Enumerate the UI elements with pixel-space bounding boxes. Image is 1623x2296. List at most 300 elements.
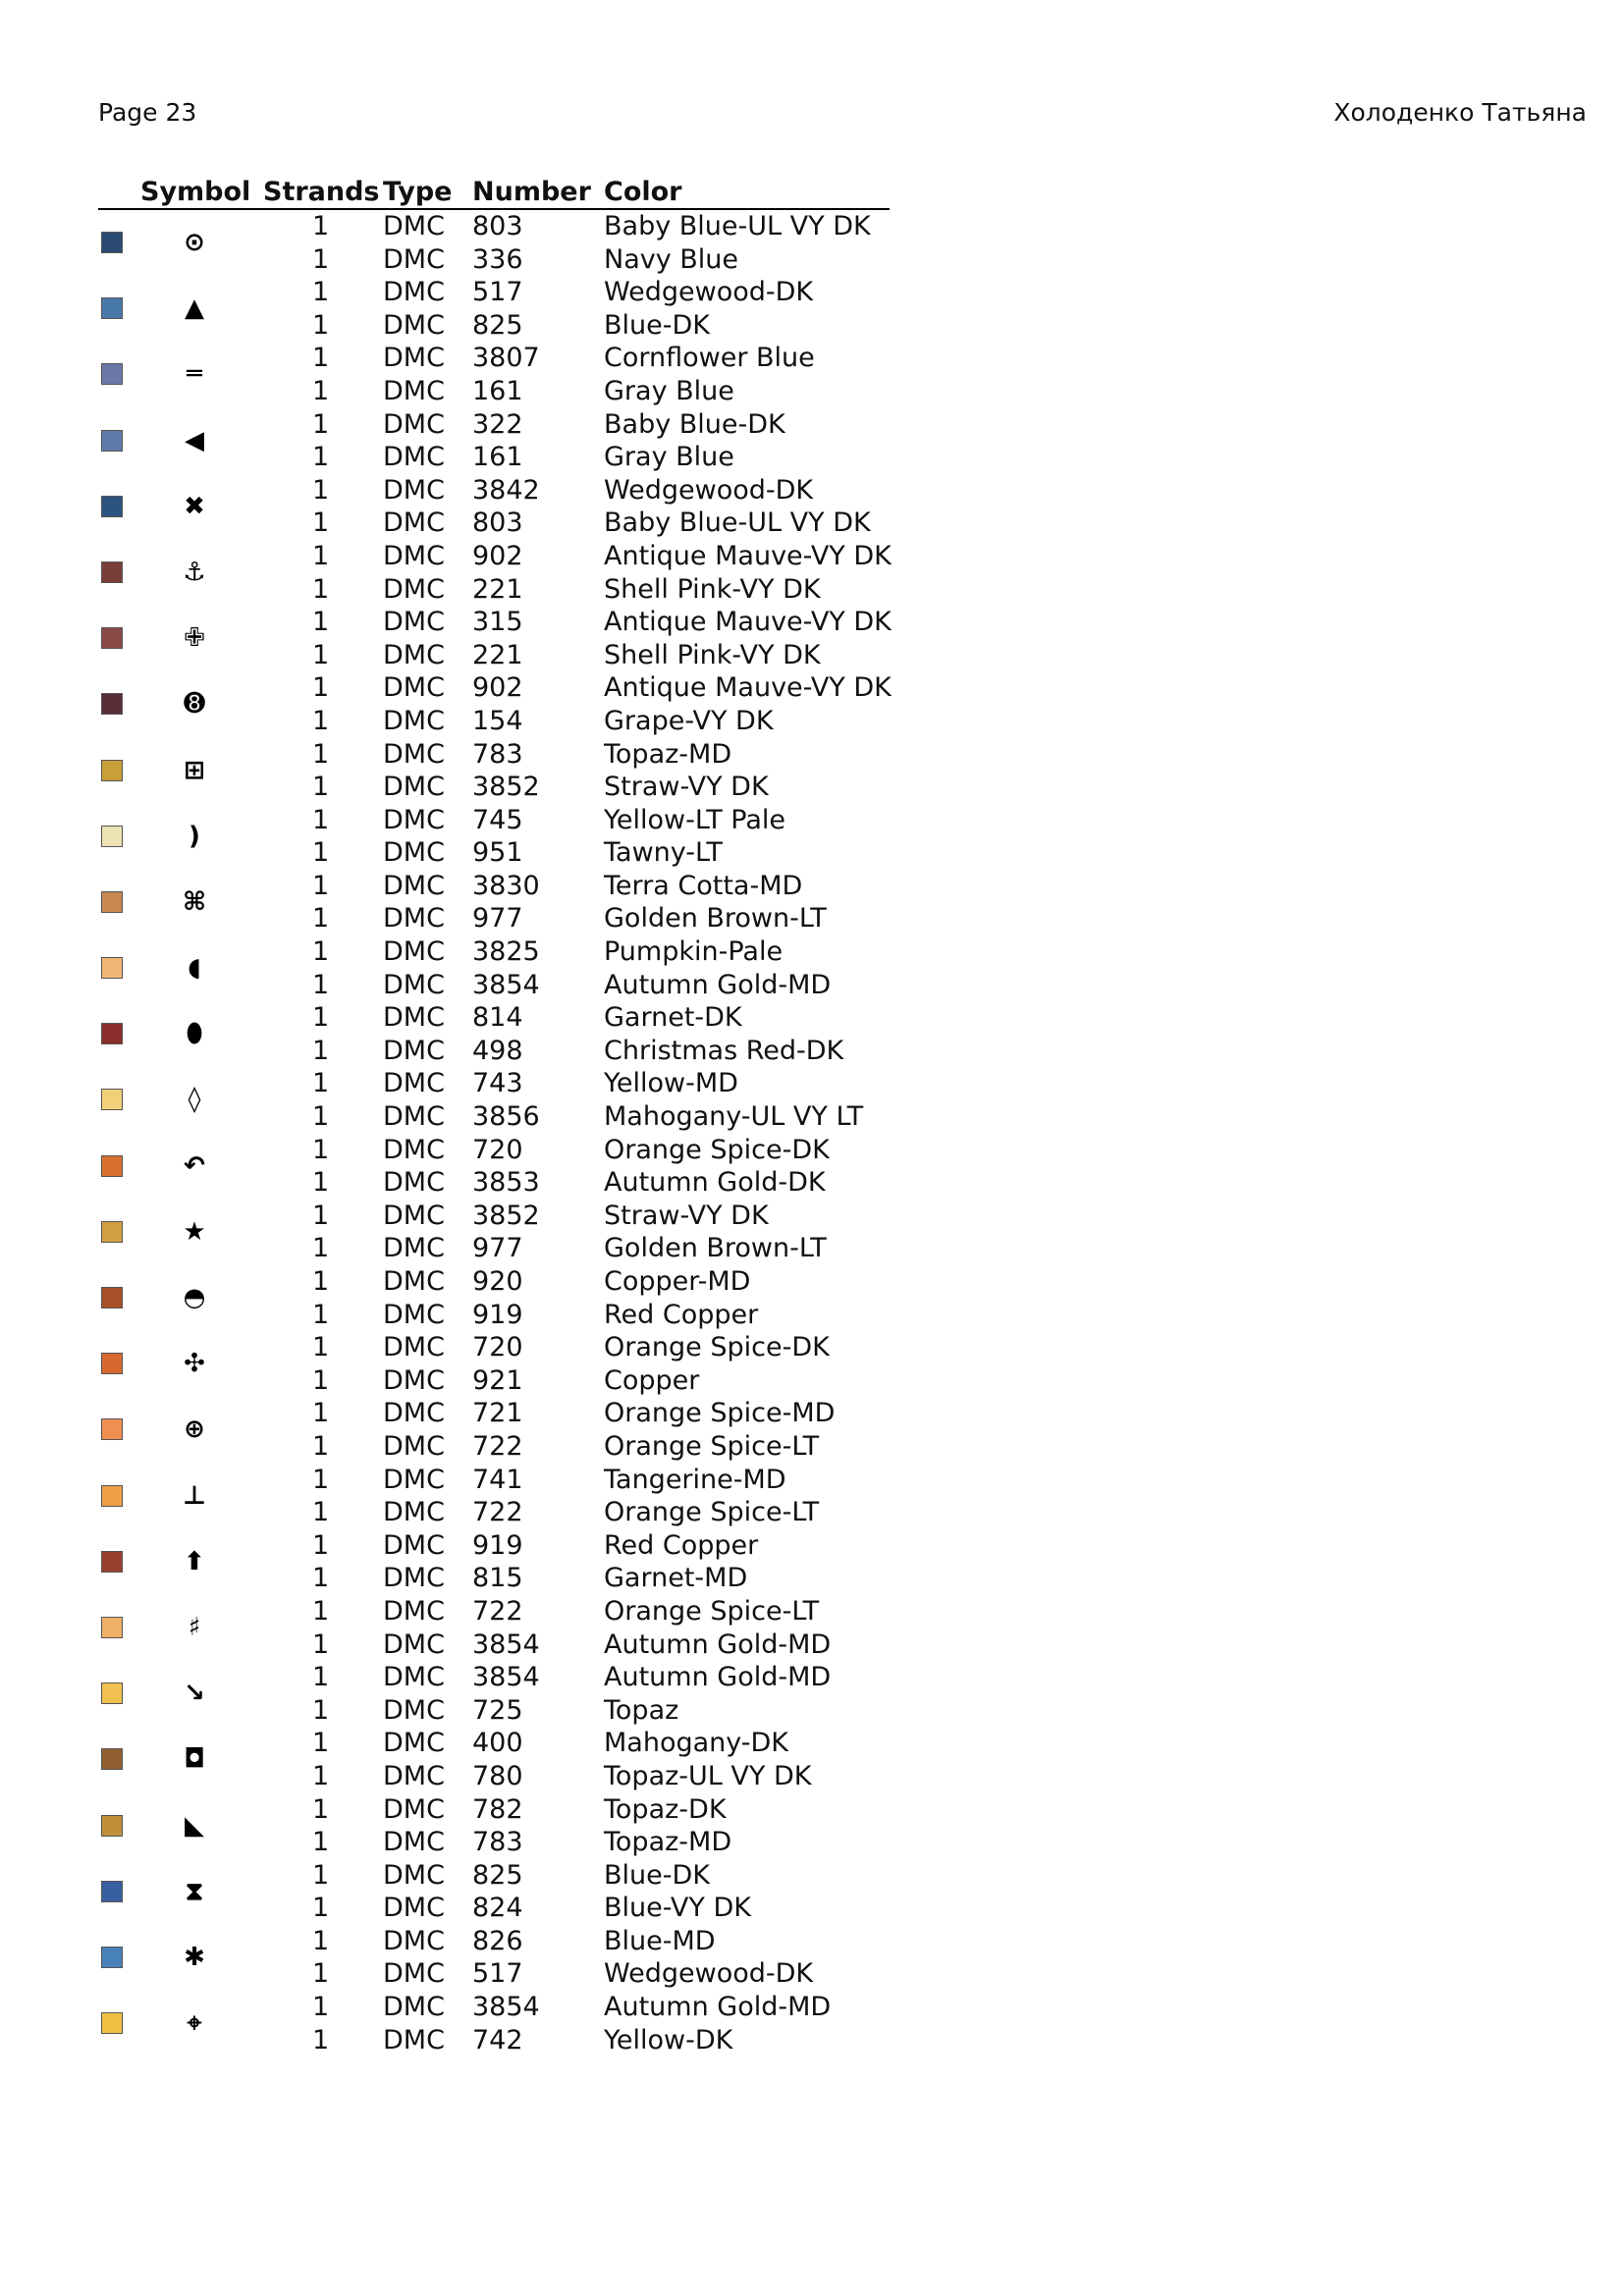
legend-group <box>98 1595 890 1661</box>
stitch-symbol-icon: ═ <box>187 359 202 390</box>
type-cell: DMC <box>383 705 445 736</box>
type-cell: DMC <box>383 1233 445 1264</box>
type-cell: DMC <box>383 277 445 308</box>
type-cell: DMC <box>383 408 445 440</box>
strands-cell: 1 <box>312 540 330 571</box>
stitch-symbol-icon: ⬆ <box>184 1546 205 1576</box>
color-name-cell: Orange Spice-DK <box>604 1332 830 1363</box>
number-cell: 161 <box>472 375 523 406</box>
color-name-cell: Topaz-DK <box>604 1793 727 1825</box>
strands-cell: 1 <box>312 309 330 341</box>
color-name-cell: Pumpkin-Pale <box>604 936 784 968</box>
legend-group <box>98 1859 890 1925</box>
type-cell: DMC <box>383 1793 445 1825</box>
color-name-cell: Red Copper <box>604 1529 759 1561</box>
number-cell: 977 <box>472 1233 523 1264</box>
author-name: Холоденко Татьяна <box>1333 98 1587 127</box>
type-cell: DMC <box>383 309 445 341</box>
type-cell: DMC <box>383 1364 445 1396</box>
number-cell: 902 <box>472 540 523 571</box>
color-name-cell: Antique Mauve-VY DK <box>604 607 892 638</box>
legend-group <box>98 1331 890 1397</box>
legend-row <box>98 1200 890 1233</box>
page-number: Page 23 <box>98 98 197 127</box>
legend-row <box>98 1464 890 1497</box>
number-cell: 3854 <box>472 1992 540 2023</box>
color-name-cell: Straw-VY DK <box>604 1200 769 1231</box>
strands-cell: 1 <box>312 343 330 374</box>
number-cell: 780 <box>472 1760 523 1791</box>
stitch-symbol-icon: ◊ <box>188 1085 201 1115</box>
legend-row <box>98 935 890 969</box>
color-name-cell: Autumn Gold-MD <box>604 969 832 1000</box>
number-cell: 315 <box>472 607 523 638</box>
strands-cell: 1 <box>312 1662 330 1693</box>
legend-row <box>98 1100 890 1134</box>
strands-cell: 1 <box>312 1266 330 1297</box>
color-name-cell: Antique Mauve-VY DK <box>604 540 892 571</box>
type-cell: DMC <box>383 1694 445 1726</box>
legend-row <box>98 1629 890 1662</box>
type-cell: DMC <box>383 903 445 934</box>
stitch-symbol-icon: ◀ <box>185 425 204 455</box>
stitch-symbol-icon: ⧗ <box>185 1876 204 1906</box>
legend-row <box>98 276 890 309</box>
legend-row <box>98 441 890 474</box>
color-name-cell: Orange Spice-LT <box>604 1497 820 1528</box>
legend-group <box>98 1067 890 1133</box>
legend-row <box>98 507 890 540</box>
legend-group <box>98 276 890 342</box>
color-name-cell: Wedgewood-DK <box>604 1958 814 1990</box>
type-cell: DMC <box>383 343 445 374</box>
color-name-cell: Straw-VY DK <box>604 772 769 803</box>
strands-cell: 1 <box>312 211 330 241</box>
strands-cell: 1 <box>312 1760 330 1791</box>
stitch-symbol-icon: ◖ <box>188 953 201 984</box>
type-cell: DMC <box>383 1893 445 1924</box>
type-cell: DMC <box>383 243 445 275</box>
strands-cell: 1 <box>312 507 330 539</box>
number-cell: 902 <box>472 672 523 704</box>
strands-cell: 1 <box>312 2024 330 2056</box>
legend-row <box>98 738 890 772</box>
number-cell: 3842 <box>472 474 540 506</box>
number-cell: 336 <box>472 243 523 275</box>
legend-row <box>98 671 890 705</box>
type-cell: DMC <box>383 1430 445 1462</box>
number-cell: 919 <box>472 1299 523 1330</box>
stitch-symbol-icon: ⊕ <box>184 1415 205 1445</box>
number-cell: 977 <box>472 903 523 934</box>
type-cell: DMC <box>383 1992 445 2023</box>
color-name-cell: Tawny-LT <box>604 837 723 869</box>
number-cell: 154 <box>472 705 523 736</box>
stitch-symbol-icon: ⊙ <box>184 228 205 257</box>
strands-cell: 1 <box>312 1694 330 1726</box>
color-name-cell: Golden Brown-LT <box>604 1233 827 1264</box>
stitch-symbol-icon: ✱ <box>184 1942 205 1972</box>
type-cell: DMC <box>383 1728 445 1759</box>
number-cell: 3807 <box>472 343 540 374</box>
legend-row <box>98 1232 890 1265</box>
strands-cell: 1 <box>312 1793 330 1825</box>
color-name-cell: Shell Pink-VY DK <box>604 573 821 605</box>
number-cell: 3852 <box>472 1200 540 1231</box>
color-name-cell: Copper-MD <box>604 1266 751 1297</box>
legend-row <box>98 1925 890 1958</box>
legend-row <box>98 1299 890 1332</box>
stitch-symbol-icon: ↘ <box>184 1679 205 1709</box>
number-cell: 742 <box>472 2024 523 2056</box>
stitch-symbol-icon: ⌘ <box>182 886 207 917</box>
number-cell: 517 <box>472 277 523 308</box>
legend-group <box>98 606 890 671</box>
legend-group <box>98 474 890 540</box>
strands-cell: 1 <box>312 672 330 704</box>
color-name-cell: Autumn Gold-DK <box>604 1167 826 1199</box>
strands-cell: 1 <box>312 772 330 803</box>
legend-group <box>98 540 890 606</box>
legend-group <box>98 1661 890 1727</box>
legend-group <box>98 210 890 276</box>
legend-row <box>98 1727 890 1760</box>
stitch-symbol-icon: ⊞ <box>184 755 205 785</box>
number-cell: 498 <box>472 1035 523 1066</box>
stitch-symbol-icon: ✖ <box>184 491 205 521</box>
color-name-cell: Topaz-MD <box>604 1827 732 1858</box>
color-name-cell: Blue-VY DK <box>604 1893 751 1924</box>
legend-group <box>98 738 890 804</box>
type-cell: DMC <box>383 1464 445 1495</box>
legend-row <box>98 1035 890 1068</box>
type-cell: DMC <box>383 936 445 968</box>
type-cell: DMC <box>383 837 445 869</box>
strands-cell: 1 <box>312 1200 330 1231</box>
legend-row <box>98 1892 890 1925</box>
type-cell: DMC <box>383 639 445 670</box>
number-cell: 722 <box>472 1595 523 1627</box>
stitch-symbol-icon: ▲ <box>185 294 204 324</box>
number-cell: 826 <box>472 1925 523 1956</box>
color-name-cell: Grape-VY DK <box>604 705 774 736</box>
number-cell: 783 <box>472 738 523 770</box>
strands-cell: 1 <box>312 1925 330 1956</box>
strands-cell: 1 <box>312 837 330 869</box>
legend-row <box>98 309 890 343</box>
strands-cell: 1 <box>312 936 330 968</box>
strands-cell: 1 <box>312 738 330 770</box>
type-cell: DMC <box>383 1760 445 1791</box>
number-cell: 161 <box>472 442 523 473</box>
legend-row <box>98 1562 890 1595</box>
stitch-symbol-icon: ⬮ <box>186 1019 203 1049</box>
number-cell: 745 <box>472 804 523 835</box>
type-cell: DMC <box>383 1925 445 1956</box>
type-cell: DMC <box>383 1529 445 1561</box>
legend-row <box>98 1595 890 1629</box>
legend-group <box>98 935 890 1001</box>
legend-row <box>98 1957 890 1991</box>
number-cell: 3854 <box>472 1629 540 1660</box>
legend-row <box>98 1694 890 1728</box>
legend-row <box>98 243 890 277</box>
color-name-cell: Christmas Red-DK <box>604 1035 844 1066</box>
strands-cell: 1 <box>312 1398 330 1429</box>
type-cell: DMC <box>383 474 445 506</box>
type-cell: DMC <box>383 1958 445 1990</box>
number-cell: 782 <box>472 1793 523 1825</box>
type-cell: DMC <box>383 1167 445 1199</box>
color-name-cell: Red Copper <box>604 1299 759 1330</box>
legend-group <box>98 1200 890 1265</box>
stitch-symbol-icon: ◣ <box>185 1810 204 1841</box>
strands-cell: 1 <box>312 1827 330 1858</box>
header-symbol: Symbol <box>140 177 251 207</box>
type-cell: DMC <box>383 738 445 770</box>
legend-row <box>98 210 890 243</box>
number-cell: 803 <box>472 507 523 539</box>
legend-group <box>98 1793 890 1859</box>
color-name-cell: Blue-DK <box>604 1859 710 1891</box>
legend-row <box>98 1430 890 1464</box>
legend-row <box>98 705 890 738</box>
color-name-cell: Baby Blue-UL VY DK <box>604 507 871 539</box>
number-cell: 825 <box>472 309 523 341</box>
stitch-symbol-icon: ↶ <box>184 1150 205 1181</box>
strands-cell: 1 <box>312 1364 330 1396</box>
strands-cell: 1 <box>312 1893 330 1924</box>
legend-row <box>98 1364 890 1398</box>
type-cell: DMC <box>383 2024 445 2056</box>
legend-row <box>98 573 890 607</box>
type-cell: DMC <box>383 804 445 835</box>
stitch-symbol-icon: ◓ <box>183 1283 206 1312</box>
stitch-symbol-icon: ✣ <box>184 1349 205 1379</box>
color-name-cell: Autumn Gold-MD <box>604 1662 832 1693</box>
type-cell: DMC <box>383 375 445 406</box>
strands-cell: 1 <box>312 375 330 406</box>
type-cell: DMC <box>383 607 445 638</box>
color-name-cell: Orange Spice-DK <box>604 1134 830 1165</box>
stitch-symbol-icon: ⚓ <box>183 557 206 587</box>
number-cell: 815 <box>472 1563 523 1594</box>
color-name-cell: Navy Blue <box>604 243 739 275</box>
stitch-symbol-icon: ♯ <box>188 1612 201 1642</box>
type-cell: DMC <box>383 507 445 539</box>
strands-cell: 1 <box>312 1728 330 1759</box>
number-cell: 951 <box>472 837 523 869</box>
color-name-cell: Mahogany-DK <box>604 1728 789 1759</box>
strands-cell: 1 <box>312 1859 330 1891</box>
legend-row <box>98 1496 890 1529</box>
color-name-cell: Topaz-MD <box>604 738 732 770</box>
header-number: Number <box>472 177 591 207</box>
legend-row <box>98 474 890 507</box>
legend-body <box>98 210 890 2056</box>
strands-cell: 1 <box>312 474 330 506</box>
type-cell: DMC <box>383 1497 445 1528</box>
color-name-cell: Orange Spice-LT <box>604 1595 820 1627</box>
legend-group <box>98 1001 890 1067</box>
legend-row <box>98 606 890 639</box>
color-name-cell: Baby Blue-DK <box>604 408 785 440</box>
legend-row <box>98 1397 890 1430</box>
type-cell: DMC <box>383 870 445 901</box>
strands-cell: 1 <box>312 1332 330 1363</box>
color-name-cell: Wedgewood-DK <box>604 277 814 308</box>
color-name-cell: Shell Pink-VY DK <box>604 639 821 670</box>
floss-legend-table <box>98 173 890 2056</box>
legend-row <box>98 771 890 804</box>
type-cell: DMC <box>383 1101 445 1133</box>
legend-row <box>98 1661 890 1694</box>
color-name-cell: Topaz-UL VY DK <box>604 1760 812 1791</box>
number-cell: 3852 <box>472 772 540 803</box>
legend-header <box>98 173 890 210</box>
number-cell: 743 <box>472 1068 523 1099</box>
strands-cell: 1 <box>312 1563 330 1594</box>
color-name-cell: Blue-DK <box>604 309 710 341</box>
legend-group <box>98 1134 890 1200</box>
type-cell: DMC <box>383 1035 445 1066</box>
number-cell: 721 <box>472 1398 523 1429</box>
type-cell: DMC <box>383 442 445 473</box>
legend-row <box>98 540 890 573</box>
legend-row <box>98 836 890 870</box>
type-cell: DMC <box>383 969 445 1000</box>
strands-cell: 1 <box>312 1002 330 1034</box>
color-name-cell: Yellow-DK <box>604 2024 733 2056</box>
legend-group <box>98 1925 890 1991</box>
type-cell: DMC <box>383 540 445 571</box>
number-cell: 725 <box>472 1694 523 1726</box>
legend-row <box>98 1331 890 1364</box>
color-name-cell: Topaz <box>604 1694 679 1726</box>
number-cell: 3830 <box>472 870 540 901</box>
legend-row <box>98 870 890 903</box>
color-name-cell: Copper <box>604 1364 700 1396</box>
color-name-cell: Yellow-LT Pale <box>604 804 785 835</box>
stitch-symbol-icon: ⊥ <box>183 1480 206 1511</box>
legend-row <box>98 375 890 408</box>
color-name-cell: Autumn Gold-MD <box>604 1629 832 1660</box>
type-cell: DMC <box>383 1859 445 1891</box>
legend-row <box>98 1760 890 1793</box>
legend-group <box>98 1397 890 1463</box>
legend-row <box>98 639 890 672</box>
legend-row <box>98 1793 890 1827</box>
strands-cell: 1 <box>312 573 330 605</box>
type-cell: DMC <box>383 1134 445 1165</box>
number-cell: 400 <box>472 1728 523 1759</box>
header-type: Type <box>383 177 453 207</box>
type-cell: DMC <box>383 1332 445 1363</box>
legend-row <box>98 342 890 375</box>
type-cell: DMC <box>383 1662 445 1693</box>
number-cell: 919 <box>472 1529 523 1561</box>
legend-row <box>98 1001 890 1035</box>
legend-row <box>98 1067 890 1100</box>
legend-group <box>98 1464 890 1529</box>
strands-cell: 1 <box>312 1958 330 1990</box>
strands-cell: 1 <box>312 1430 330 1462</box>
stitch-symbol-icon: ✙ <box>184 623 205 654</box>
legend-row <box>98 1166 890 1200</box>
header-strands: Strands <box>263 177 380 207</box>
legend-group <box>98 804 890 870</box>
number-cell: 517 <box>472 1958 523 1990</box>
number-cell: 221 <box>472 573 523 605</box>
legend-group <box>98 870 890 935</box>
number-cell: 722 <box>472 1497 523 1528</box>
strands-cell: 1 <box>312 1068 330 1099</box>
legend-row <box>98 902 890 935</box>
strands-cell: 1 <box>312 1101 330 1133</box>
type-cell: DMC <box>383 1398 445 1429</box>
strands-cell: 1 <box>312 442 330 473</box>
strands-cell: 1 <box>312 1529 330 1561</box>
color-name-cell: Blue-MD <box>604 1925 716 1956</box>
legend-group <box>98 1265 890 1331</box>
type-cell: DMC <box>383 573 445 605</box>
number-cell: 803 <box>472 211 523 241</box>
strands-cell: 1 <box>312 1299 330 1330</box>
type-cell: DMC <box>383 1068 445 1099</box>
number-cell: 824 <box>472 1893 523 1924</box>
strands-cell: 1 <box>312 903 330 934</box>
legend-group <box>98 1727 890 1792</box>
type-cell: DMC <box>383 772 445 803</box>
strands-cell: 1 <box>312 870 330 901</box>
number-cell: 221 <box>472 639 523 670</box>
number-cell: 825 <box>472 1859 523 1891</box>
type-cell: DMC <box>383 1299 445 1330</box>
number-cell: 720 <box>472 1332 523 1363</box>
type-cell: DMC <box>383 1629 445 1660</box>
number-cell: 3854 <box>472 1662 540 1693</box>
number-cell: 722 <box>472 1430 523 1462</box>
stitch-symbol-icon: ⌖ <box>187 2008 202 2039</box>
strands-cell: 1 <box>312 408 330 440</box>
color-name-cell: Wedgewood-DK <box>604 474 814 506</box>
legend-row <box>98 1529 890 1563</box>
strands-cell: 1 <box>312 804 330 835</box>
strands-cell: 1 <box>312 1992 330 2023</box>
color-name-cell: Gray Blue <box>604 375 734 406</box>
legend-row <box>98 408 890 442</box>
legend-row <box>98 1991 890 2024</box>
number-cell: 322 <box>472 408 523 440</box>
color-name-cell: Yellow-MD <box>604 1068 738 1099</box>
strands-cell: 1 <box>312 969 330 1000</box>
strands-cell: 1 <box>312 1035 330 1066</box>
color-name-cell: Autumn Gold-MD <box>604 1992 832 2023</box>
type-cell: DMC <box>383 1595 445 1627</box>
strands-cell: 1 <box>312 1233 330 1264</box>
color-name-cell: Mahogany-UL VY LT <box>604 1101 864 1133</box>
color-name-cell: Orange Spice-LT <box>604 1430 820 1462</box>
legend-group <box>98 342 890 407</box>
color-name-cell: Antique Mauve-VY DK <box>604 672 892 704</box>
color-name-cell: Gray Blue <box>604 442 734 473</box>
number-cell: 783 <box>472 1827 523 1858</box>
number-cell: 3853 <box>472 1167 540 1199</box>
strands-cell: 1 <box>312 1464 330 1495</box>
number-cell: 741 <box>472 1464 523 1495</box>
legend-group <box>98 408 890 474</box>
number-cell: 920 <box>472 1266 523 1297</box>
